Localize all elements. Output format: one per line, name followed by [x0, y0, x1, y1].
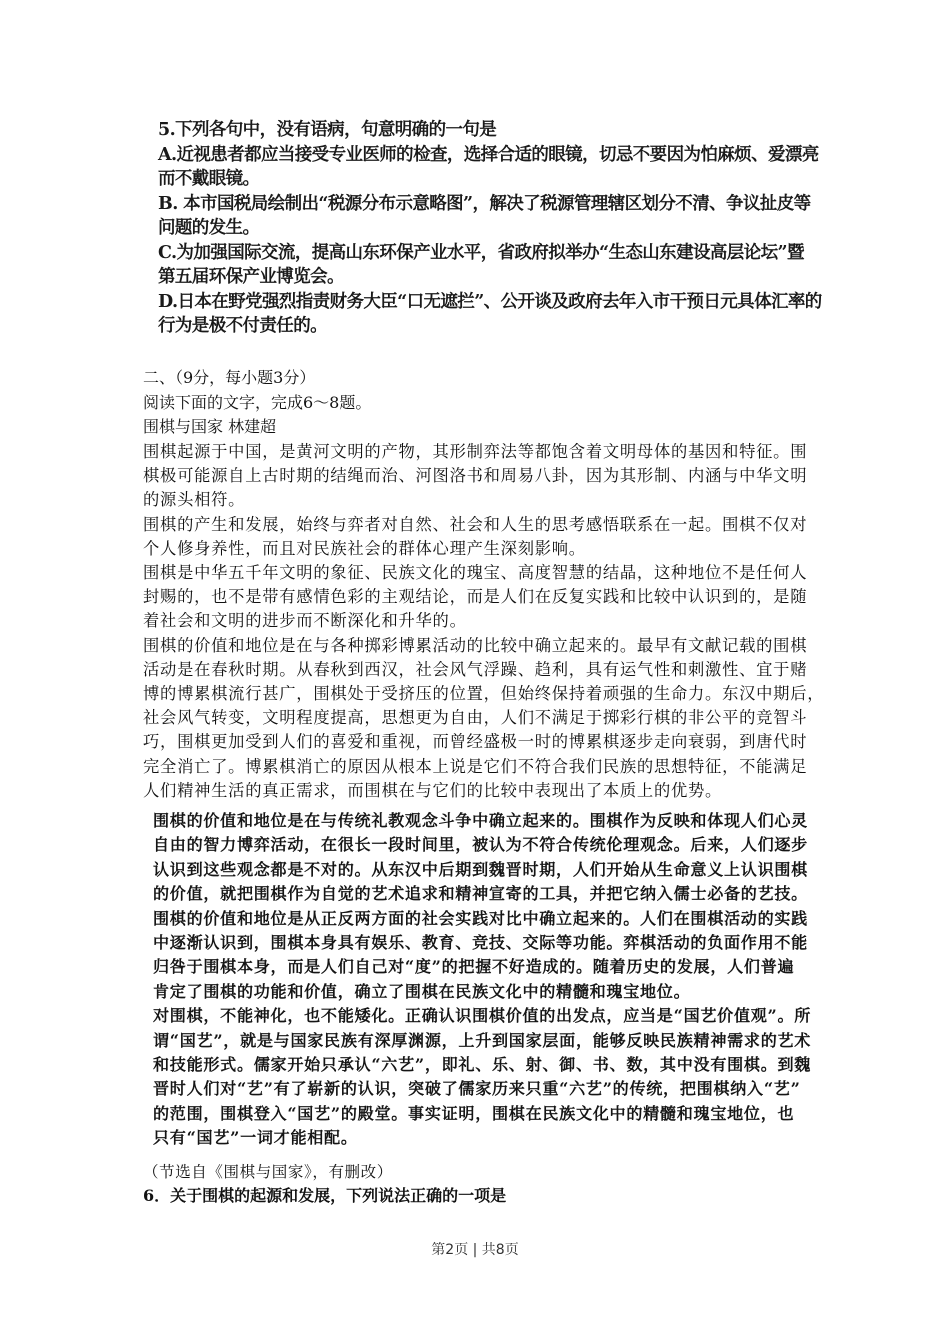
option-c-line-2: 第五届环保产业博览会。 — [158, 267, 344, 287]
section-2-instruction: 阅读下面的文字，完成6～8题。 — [143, 392, 372, 412]
section-2-header — [143, 366, 371, 440]
passage-line: 肯定了围棋的功能和价值，确立了围棋在民族文化中的精髓和瑰宝地位。 — [153, 981, 691, 1001]
passage-line: 着社会和文明的进步而不断深化和升华的。 — [143, 611, 467, 631]
section-2-score: 二、（9分，每小题3分） — [143, 368, 316, 387]
question-5 — [158, 118, 822, 339]
option-c-line-1: C.为加强国际交流，提高山东环保产业水平，省政府拟举办“生态山东建设高层论坛”暨 — [158, 242, 804, 263]
passage-regular — [143, 440, 824, 803]
passage-line: 围棋起源于中国，是黄河文明的产物，其形制弈法等都饱含着文明母体的基因和特征。围 — [143, 442, 808, 461]
passage-line: 围棋的价值和地位是在与各种掷彩博累活动的比较中确立起来的。最早有文献记载的围棋 — [143, 635, 808, 655]
passage-line: 围棋的价值和地位是在与传统礼教观念斗争中确立起来的。围棋作为反映和体现人们心灵 — [153, 811, 808, 830]
source-note: （节选自《围棋与国家》，有删改） — [143, 1163, 393, 1181]
passage-line: 人们精神生活的真正需求，而围棋在与它们的比较中表现出了本质上的优势。 — [143, 780, 723, 800]
passage-line: 和技能形式。儒家开始只承认“六艺”，即礼、乐、射、御、书、数，其中没有围棋。到魏 — [153, 1055, 812, 1075]
question-6-stem: 6．关于围棋的起源和发展，下列说法正确的一项是 — [143, 1186, 507, 1205]
passage-line: 围棋的价值和地位是从正反两方面的社会实践对比中确立起来的。人们在围棋活动的实践 — [153, 908, 808, 928]
passage-line: 认识到这些观念都是不对的。从东汉中后期到魏晋时期，人们开始从生命意义上认识围棋 — [153, 859, 808, 879]
passage-line: 中逐渐认识到，围棋本身具有娱乐、教育、竞技、交际等功能。弈棋活动的负面作用不能 — [153, 933, 808, 953]
option-d-line-2: 行为是极不付责任的。 — [158, 316, 327, 336]
option-b-line-1: B. 本市国税局绘制出“税源分布示意略图”，解决了税源管理辖区划分不清、争议扯皮等 — [158, 193, 811, 214]
passage-line: 完全消亡了。博累棋消亡的原因从根本上说是它们不符合我们民族的思想特征，不能满足 — [143, 756, 808, 776]
passage-line: 归咎于围棋本身，而是人们自己对“度”的把握不好造成的。随着历史的发展，人们普遍 — [153, 957, 795, 977]
option-d-line-1: D.日本在野党强烈指责财务大臣“口无遮拦”、公开谈及政府去年入市干预日元具体汇率的 — [158, 291, 822, 312]
passage-bold — [153, 809, 811, 1151]
page-footer: 第2页 | 共8页 — [431, 1242, 519, 1258]
option-b-line-2: 问题的发生。 — [158, 218, 260, 238]
question-5-stem: 5.下列各句中，没有语病，句意明确的一句是 — [158, 120, 497, 140]
passage-line: 的价值，就把围棋作为自觉的艺术追求和精神宣寄的工具，并把它纳入儒士必备的艺技。 — [153, 884, 808, 904]
option-a-line-2: 而不戴眼镜。 — [158, 169, 260, 189]
passage-line: 谓“国艺”，就是与国家民族有深厚渊源，上升到国家层面，能够反映民族精神需求的艺术 — [153, 1030, 812, 1050]
passage-line: 封赐的，也不是带有感情色彩的主观结论，而是人们在反复实践和比较中认识到的，是随 — [143, 587, 808, 607]
passage-line: 巧，围棋更加受到人们的喜爱和重视，而曾经盛极一时的博累棋逐步走向衰弱，到唐代时 — [143, 732, 808, 752]
passage-line: 个人修身养性，而且对民族社会的群体心理产生深刻影响。 — [143, 538, 586, 558]
passage-line: 棋极可能源自上古时期的结绳而治、河图洛书和周易八卦，因为其形制、内涵与中华文明 — [143, 466, 808, 486]
passage-line: 的源头相符。 — [143, 490, 246, 510]
passage-line: 自由的智力博弈活动，在很长一段时间里，被认为不符合传统伦理观念。后来，人们逐步 — [153, 835, 808, 855]
passage-line: 围棋的产生和发展，始终与弈者对自然、社会和人生的思考感悟联系在一起。围棋不仅对 — [143, 514, 808, 534]
passage-line: 活动是在春秋时期。从春秋到西汉，社会风气浮躁、趋利，具有运气性和刺激性、宜于赌 — [143, 659, 808, 679]
passage-line: 晋时人们对“艺”有了崭新的认识，突破了儒家历来只重“六艺”的传统，把围棋纳入“艺” — [153, 1079, 801, 1099]
passage-line: 围棋是中华五千年文明的象征、民族文化的瑰宝、高度智慧的结晶，这种地位不是任何人 — [143, 563, 808, 583]
option-a-line-1: A.近视患者都应当接受专业医师的检查，选择合适的眼镜，切忌不要因为怕麻烦、爱漂亮 — [158, 144, 819, 165]
passage-line: 社会风气转变，文明程度提高，思想更为自由，人们不满足于掷彩行棋的非公平的竞智斗 — [143, 708, 808, 728]
passage-line: 对围棋，不能神化，也不能矮化。正确认识围棋价值的出发点，应当是“国艺价值观”。所 — [153, 1006, 812, 1026]
passage-line: 博的博累棋流行甚广，围棋处于受挤压的位置，但始终保持着顽强的生命力。东汉中期后， — [143, 684, 825, 704]
passage-title: 围棋与国家 林建超 — [143, 417, 277, 436]
passage-line: 的范围，围棋登入“国艺”的殿堂。事实证明，围棋在民族文化中的精髓和瑰宝地位，也 — [153, 1103, 795, 1123]
passage-line: 只有“国艺”一词才能相配。 — [153, 1128, 358, 1148]
